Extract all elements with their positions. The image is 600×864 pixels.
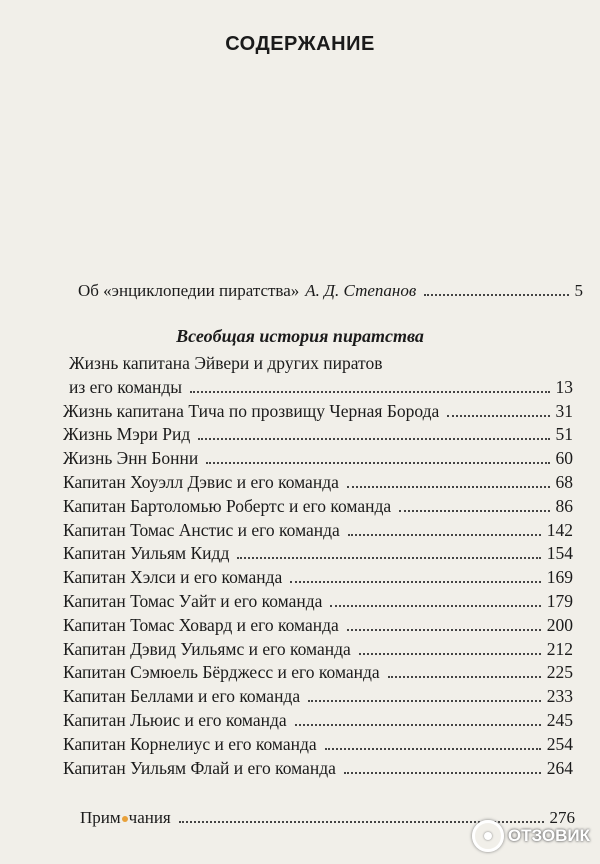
entry-title: Жизнь Энн Бонни (63, 448, 199, 469)
page-number: 254 (546, 733, 573, 754)
highlight-dot (122, 816, 128, 822)
entry-title: Жизнь Мэри Рид (63, 424, 191, 445)
dot-leader (190, 391, 549, 393)
dot-leader (198, 438, 549, 440)
page-number: 276 (549, 808, 575, 827)
entry-title: Капитан Хоуэлл Дэвис и его команда (63, 471, 339, 492)
page-number: 212 (546, 638, 573, 659)
entry-title: Капитан Уильям Флай и его команда (63, 757, 336, 778)
intro-title: Об «энциклопедии пиратства» (78, 281, 300, 300)
section-title: Всеобщая история пиратства (176, 326, 424, 346)
dot-leader (295, 724, 541, 726)
toc-entry (63, 661, 573, 685)
toc-entry (63, 542, 573, 566)
dot-leader (206, 462, 549, 464)
dot-leader (237, 557, 540, 559)
page-title: СОДЕРЖАНИЕ (225, 33, 375, 55)
entry-title: Капитан Бартоломью Робертс и его команда (63, 495, 392, 516)
toc-entry (63, 566, 573, 590)
page-number: 169 (546, 567, 573, 588)
toc-entry (63, 590, 573, 614)
toc-entry (63, 423, 573, 447)
entry-title: Жизнь капитана Тича по прозвищу Черная Борода (63, 400, 440, 421)
notes-title: Прим чания (80, 808, 171, 827)
toc-entry (63, 638, 573, 662)
entry-title: Жизнь капитана Эйвери и других пиратов (69, 353, 383, 373)
dot-leader (330, 605, 540, 607)
toc-entry (63, 614, 573, 638)
dot-leader (359, 653, 541, 655)
entry-title: Капитан Корнелиус и его команда (63, 733, 317, 754)
page-number: 233 (546, 686, 573, 707)
otzovik-logo-icon (472, 820, 504, 852)
toc-intro-entry (78, 281, 583, 301)
dot-leader (424, 294, 568, 296)
toc-entry (63, 352, 573, 400)
entry-title-continued: из его команды (69, 376, 183, 397)
watermark (472, 820, 590, 852)
dot-leader (347, 486, 550, 488)
toc-entry (63, 709, 573, 733)
dot-leader (447, 415, 549, 417)
page-number: 245 (546, 709, 573, 730)
page-number: 68 (555, 471, 573, 492)
entry-title: Капитан Томас Ховард и его команда (63, 614, 339, 635)
page-number: 142 (546, 519, 573, 540)
page-number: 179 (546, 590, 573, 611)
watermark-text: ОТЗОВИК (507, 826, 590, 845)
dot-leader (290, 581, 540, 583)
dot-leader (344, 772, 541, 774)
entry-title: Капитан Хэлси и его команда (63, 567, 283, 588)
entry-title: Капитан Сэмюель Бёрджесс и его команда (63, 662, 380, 683)
page-number: 51 (555, 424, 573, 445)
page-number: 5 (574, 281, 583, 300)
page-number: 13 (555, 376, 573, 397)
toc-entry (63, 757, 573, 781)
toc-entry (63, 400, 573, 424)
dot-leader (348, 534, 541, 536)
entry-title: Капитан Томас Уайт и его команда (63, 590, 323, 611)
toc-entry (63, 733, 573, 757)
page-number: 154 (546, 543, 573, 564)
dot-leader (347, 629, 541, 631)
toc-list (63, 352, 573, 780)
page-number: 86 (555, 495, 573, 516)
entry-title: Капитан Уильям Кидд (63, 543, 230, 564)
intro-author: А. Д. Степанов (305, 281, 417, 300)
dot-leader (388, 676, 541, 678)
dot-leader (308, 700, 541, 702)
page-number: 264 (546, 757, 573, 778)
page-number: 60 (555, 448, 573, 469)
toc-entry (63, 471, 573, 495)
toc-entry (63, 495, 573, 519)
dot-leader (399, 510, 549, 512)
entry-title: Капитан Беллами и его команда (63, 686, 301, 707)
page-number: 225 (546, 662, 573, 683)
toc-entry (63, 685, 573, 709)
entry-title: Капитан Льюис и его команда (63, 709, 287, 730)
toc-entry (63, 519, 573, 543)
dot-leader (325, 748, 541, 750)
toc-entry (63, 447, 573, 471)
entry-title: Капитан Томас Анстис и его команда (63, 519, 340, 540)
page-number: 200 (546, 614, 573, 635)
entry-title: Капитан Дэвид Уильямс и его команда (63, 638, 351, 659)
page-number: 31 (555, 400, 573, 421)
